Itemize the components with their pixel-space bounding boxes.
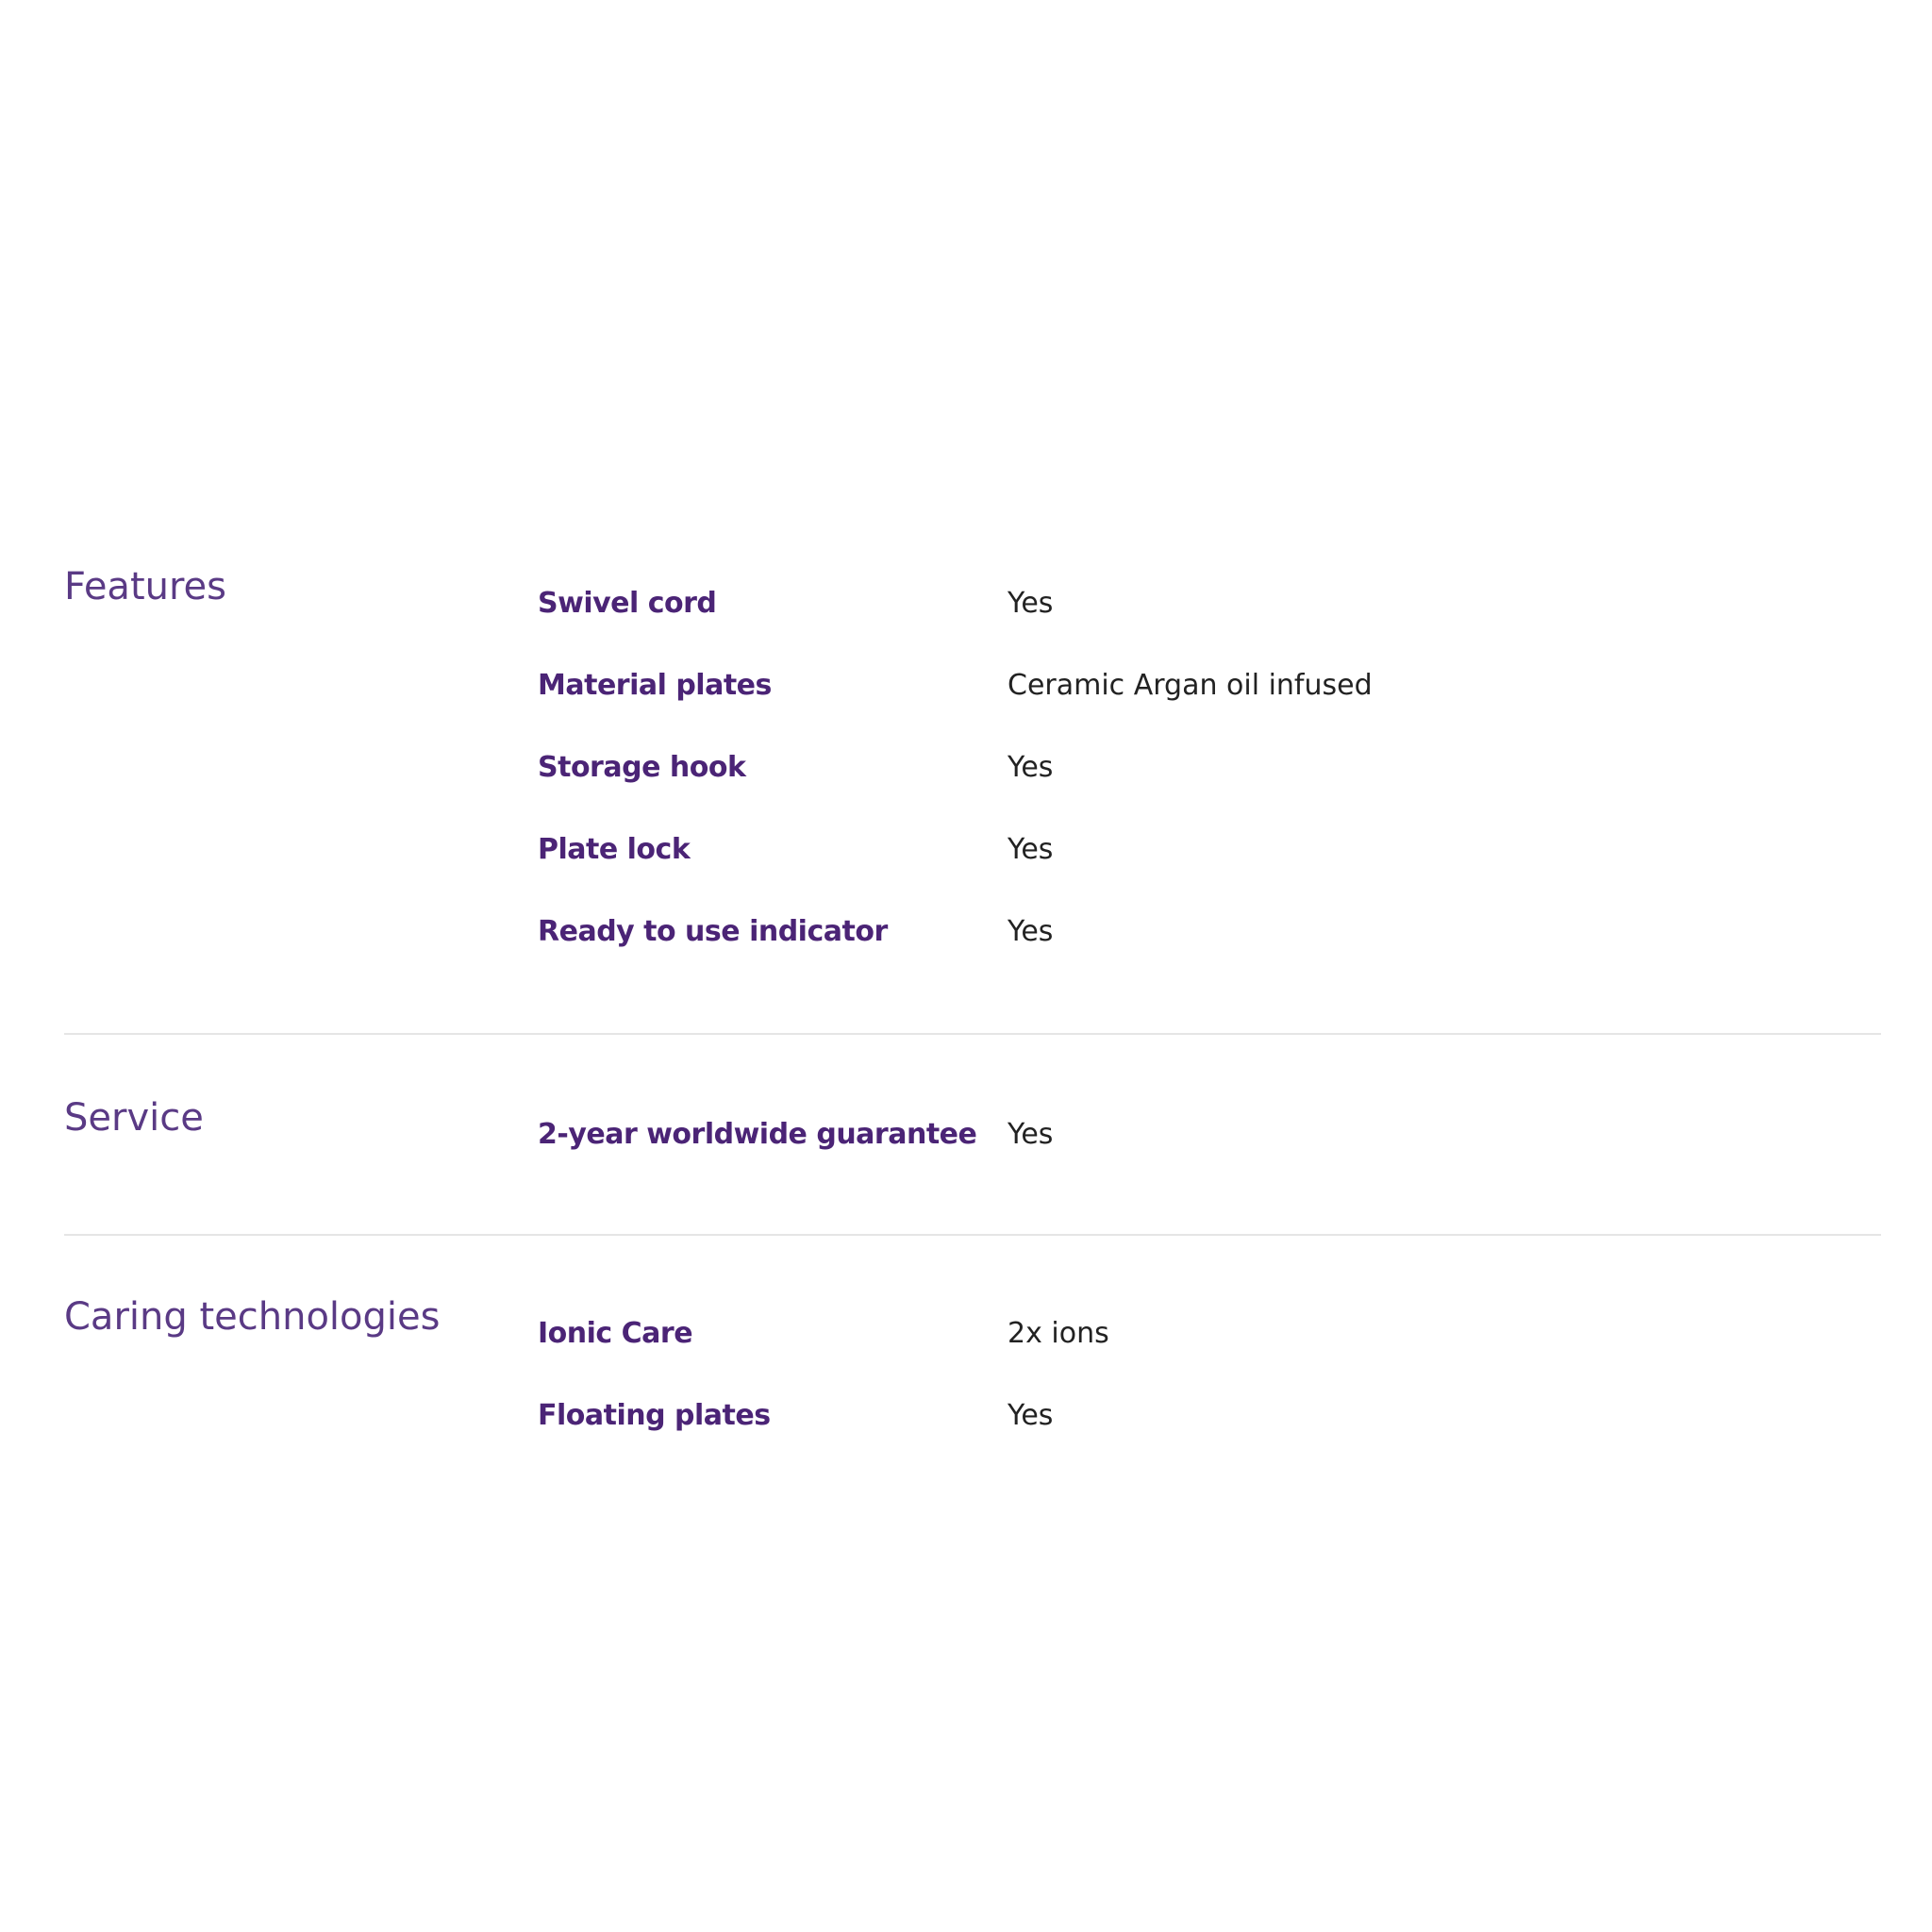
spec-row: [538, 726, 1881, 808]
spec-value: Yes: [1008, 1118, 1054, 1151]
spec-row: [538, 891, 1881, 973]
spec-row: [538, 1292, 1881, 1374]
section-features: [64, 543, 1881, 1035]
spec-row: [538, 1093, 1881, 1175]
spec-value: Ceramic Argan oil infused: [1008, 669, 1373, 702]
spec-value: Yes: [1008, 587, 1054, 620]
section-title: Caring technologies: [64, 1295, 441, 1339]
spec-label: Material plates: [538, 669, 772, 702]
spec-rows: [538, 1093, 1881, 1175]
spec-label: Ready to use indicator: [538, 915, 888, 948]
spec-value: Yes: [1008, 915, 1054, 948]
spec-row: [538, 1374, 1881, 1457]
spec-value: Yes: [1008, 833, 1054, 866]
spec-label: Swivel cord: [538, 587, 717, 620]
spec-label: 2-year worldwide guarantee: [538, 1118, 977, 1151]
spec-rows: [538, 1292, 1881, 1457]
spec-label: Plate lock: [538, 833, 691, 866]
section-title: Service: [64, 1096, 204, 1140]
spec-rows: [538, 562, 1881, 973]
spec-row: [538, 562, 1881, 644]
spec-value: Yes: [1008, 1399, 1054, 1432]
specifications-table: [64, 543, 1881, 1475]
section-caring-technologies: [64, 1236, 1881, 1475]
spec-label: Floating plates: [538, 1399, 771, 1432]
spec-row: [538, 808, 1881, 891]
spec-row: [538, 644, 1881, 726]
spec-label: Ionic Care: [538, 1317, 693, 1350]
spec-value: Yes: [1008, 751, 1054, 784]
spec-value: 2x ions: [1008, 1317, 1109, 1350]
section-service: [64, 1035, 1881, 1236]
section-title: Features: [64, 565, 226, 608]
spec-label: Storage hook: [538, 751, 746, 784]
